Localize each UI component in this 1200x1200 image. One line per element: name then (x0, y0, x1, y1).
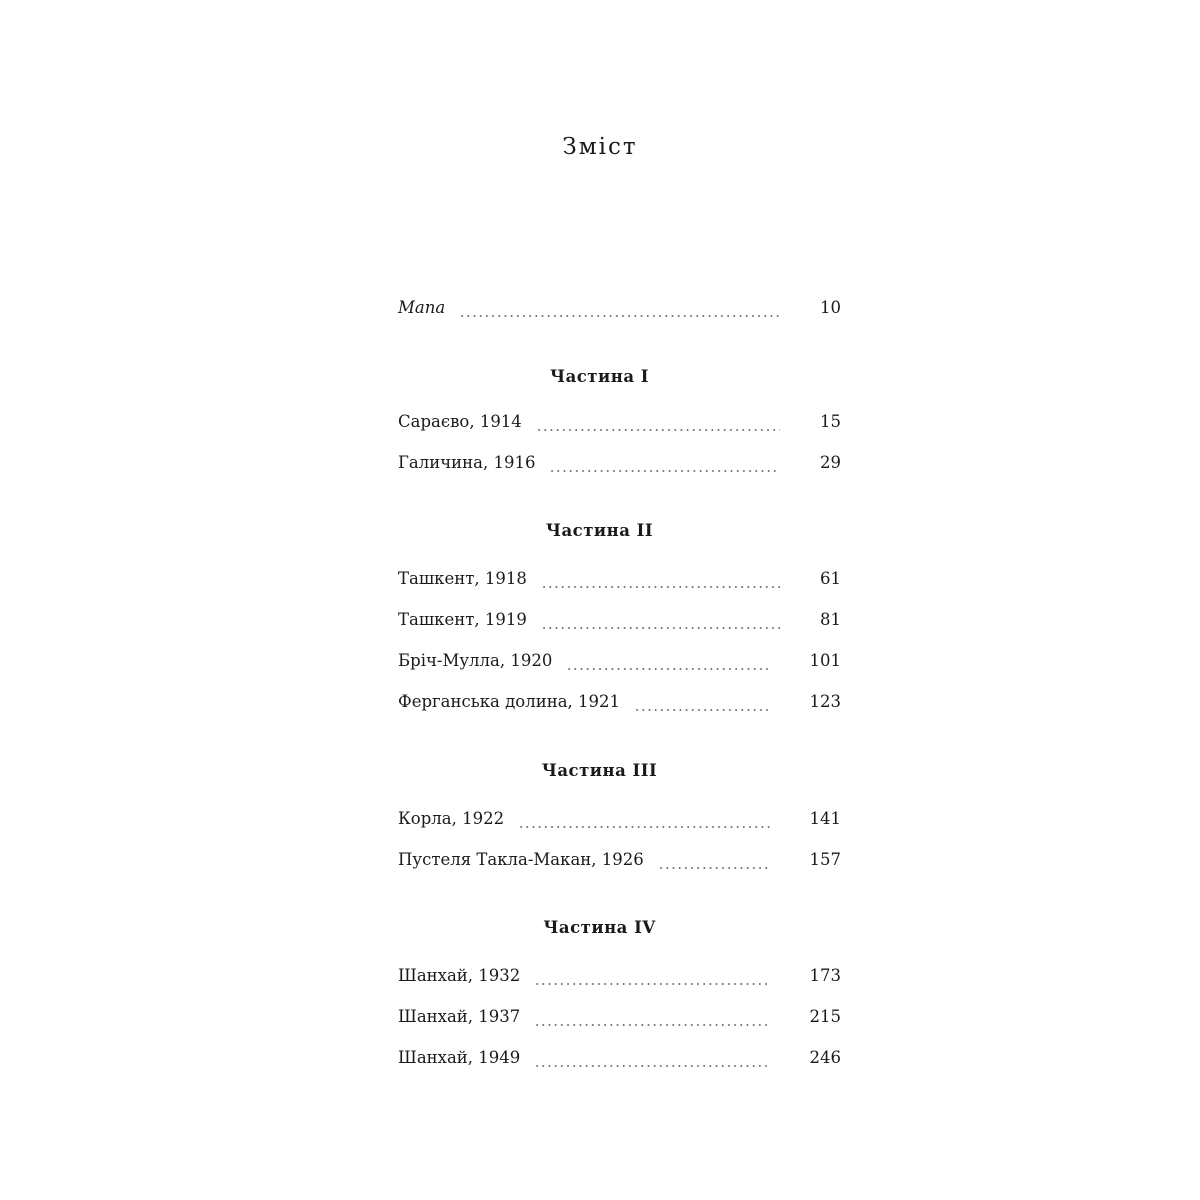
toc-entry (398, 966, 841, 994)
toc-entry (398, 809, 841, 837)
part-heading: Частина III (541, 761, 658, 780)
dot-leader (459, 315, 780, 317)
toc-entry (398, 651, 841, 679)
toc-entry-label: Шанхай, 1932 (398, 966, 521, 985)
toc-entry (398, 610, 841, 638)
toc-entry-page: 173 (809, 966, 841, 985)
part-heading: Частина IV (543, 918, 656, 937)
toc-entry-label: Корла, 1922 (398, 809, 505, 828)
dot-leader (541, 627, 780, 629)
dot-leader (541, 586, 780, 588)
toc-entry-page: 246 (809, 1048, 841, 1067)
toc-entry-label: Сараєво, 1914 (398, 412, 522, 431)
toc-entry (398, 1007, 841, 1035)
dot-leader (534, 1065, 769, 1067)
part-heading: Частина II (545, 521, 654, 540)
dot-leader (634, 709, 769, 711)
toc-entry-label: Ташкент, 1918 (398, 569, 527, 588)
toc-entry-label: Мапа (398, 298, 446, 317)
dot-leader (566, 668, 769, 670)
toc-title: Зміст (562, 134, 638, 160)
toc-entry-page: 29 (820, 453, 841, 472)
toc-entry-label: Шанхай, 1937 (398, 1007, 521, 1026)
toc-entry-label: Шанхай, 1949 (398, 1048, 521, 1067)
dot-leader (518, 826, 769, 828)
toc-entry-page: 141 (809, 809, 841, 828)
dot-leader (534, 1024, 769, 1026)
toc-entry-label: Ферганська долина, 1921 (398, 692, 621, 711)
dot-leader (658, 867, 770, 869)
toc-entry (398, 1048, 841, 1076)
dot-leader (534, 983, 769, 985)
toc-entry-page: 15 (820, 412, 841, 431)
part-heading: Частина I (550, 367, 649, 386)
toc-entry-page: 10 (820, 298, 841, 317)
toc-entry-label: Галичина, 1916 (398, 453, 536, 472)
toc-entry-page: 81 (820, 610, 841, 629)
toc-entry-page: 215 (809, 1007, 841, 1026)
toc-entry-label: Ташкент, 1919 (398, 610, 527, 629)
dot-leader (549, 470, 780, 472)
toc-entry (398, 850, 841, 878)
toc-entry-page: 61 (820, 569, 841, 588)
toc-entry (398, 412, 841, 440)
dot-leader (536, 429, 780, 431)
toc-entry-page: 157 (809, 850, 841, 869)
toc-entry-map (398, 298, 841, 326)
toc-entry-label: Бріч-Мулла, 1920 (398, 651, 553, 670)
toc-entry-page: 123 (809, 692, 841, 711)
toc-entry (398, 692, 841, 720)
toc-entry (398, 453, 841, 481)
toc-entry (398, 569, 841, 597)
toc-entry-page: 101 (809, 651, 841, 670)
toc-entry-label: Пустеля Такла-Макан, 1926 (398, 850, 644, 869)
